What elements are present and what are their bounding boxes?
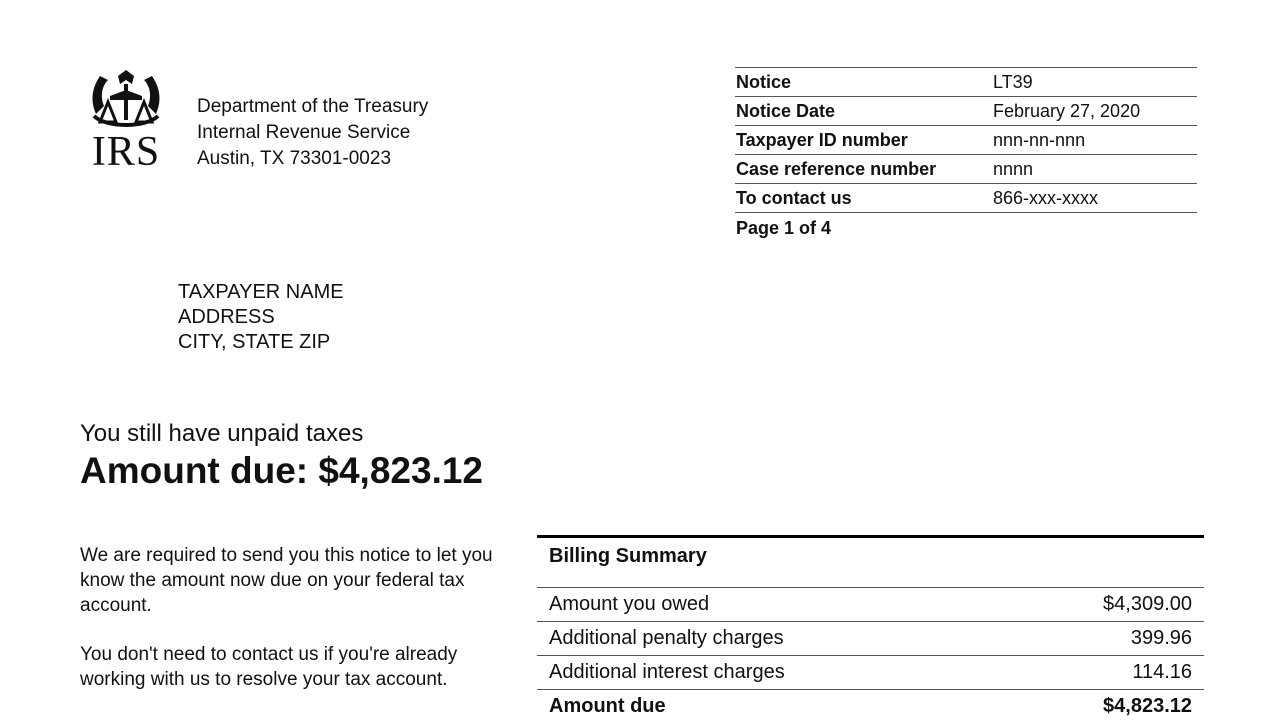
billing-row-total <box>537 689 1204 723</box>
notice-row <box>735 155 1197 184</box>
dept-line: Internal Revenue Service <box>197 122 411 143</box>
headline: You still have unpaid taxes <box>80 420 364 447</box>
billing-value: $4,823.12 <box>1103 695 1192 717</box>
page-indicator: Page 1 of 4 <box>736 218 832 238</box>
billing-summary <box>537 535 1204 723</box>
billing-label: Amount due <box>549 695 666 717</box>
notice-row <box>735 97 1197 126</box>
body-paragraph: You don't need to contact us if you're already working with us to resolve your tax account. <box>80 644 458 690</box>
logo-wordmark: IRS <box>91 129 161 175</box>
notice-info-table <box>735 67 1197 213</box>
billing-value: 114.16 <box>1132 661 1192 683</box>
taxpayer-address <box>178 280 344 355</box>
notice-value: LT39 <box>992 68 1197 97</box>
table-bottom-rule <box>735 213 1197 214</box>
agency-address <box>197 94 428 172</box>
notice-label: Notice Date <box>735 97 992 126</box>
notice-label: To contact us <box>735 184 992 213</box>
notice-value: nnn-nn-nnn <box>992 126 1197 155</box>
notice-label: Notice <box>735 68 992 97</box>
notice-body <box>80 543 520 716</box>
irs-logo <box>86 66 166 174</box>
dept-line: Austin, TX 73301-0023 <box>197 148 392 169</box>
notice-value: 866-xxx-xxxx <box>992 184 1197 213</box>
billing-value: 399.96 <box>1130 627 1192 649</box>
dept-line: Department of the Treasury <box>197 96 429 117</box>
notice-row <box>735 184 1197 213</box>
address-line: ADDRESS <box>178 306 275 328</box>
billing-summary-title: Billing Summary <box>549 545 707 567</box>
billing-value: $4,309.00 <box>1103 593 1192 615</box>
billing-row <box>537 621 1204 655</box>
notice-value: nnnn <box>992 155 1197 184</box>
address-line: TAXPAYER NAME <box>178 281 344 303</box>
billing-label: Additional interest charges <box>549 661 785 683</box>
amount-due-heading: Amount due: $4,823.12 <box>80 450 484 491</box>
notice-row-end <box>735 213 1197 214</box>
notice-value: February 27, 2020 <box>992 97 1197 126</box>
billing-row <box>537 655 1204 689</box>
eagle-emblem-icon <box>86 66 166 132</box>
address-line: CITY, STATE ZIP <box>178 331 331 353</box>
notice-row <box>735 126 1197 155</box>
billing-label: Amount you owed <box>549 593 710 615</box>
notice-label: Taxpayer ID number <box>735 126 992 155</box>
body-paragraph: We are required to send you this notice to let you know the amount now due on your federal tax account. <box>80 545 493 616</box>
notice-label: Case reference number <box>735 155 992 184</box>
billing-row <box>537 587 1204 621</box>
billing-label: Additional penalty charges <box>549 627 784 649</box>
notice-row <box>735 68 1197 97</box>
